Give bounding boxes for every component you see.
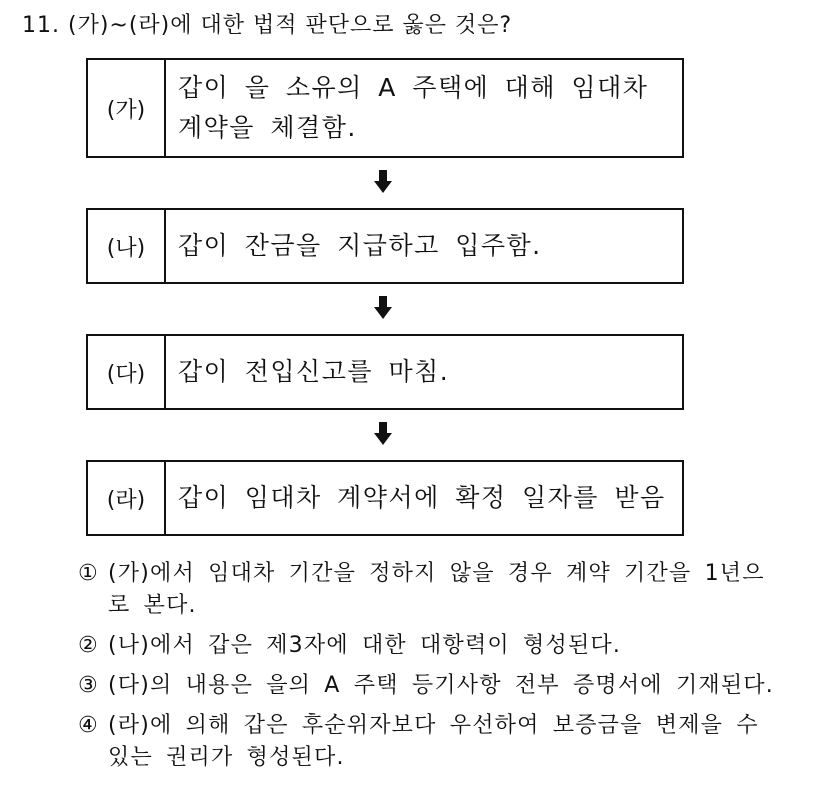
step-content: 갑이 잔금을 지급하고 입주함.	[178, 231, 542, 260]
step-box-na	[86, 208, 684, 284]
choice-3[interactable]	[78, 670, 778, 702]
down-arrow-icon	[372, 422, 394, 446]
step-content: 갑이 전입신고를 마침.	[178, 357, 450, 386]
step-box-ga	[86, 58, 684, 158]
choice-2[interactable]	[78, 630, 778, 662]
choice-number: ②	[78, 633, 99, 658]
step-label: (가)	[88, 60, 166, 156]
answer-choices	[78, 558, 778, 782]
step-content: 갑이 임대차 계약서에 확정 일자를 받음	[178, 483, 666, 512]
down-arrow-icon	[372, 170, 394, 194]
question-title: 11. (가)~(라)에 대한 법적 판단으로 옳은 것은?	[22, 13, 513, 38]
choice-number: ③	[78, 673, 99, 698]
step-box-da	[86, 334, 684, 410]
step-label: (나)	[88, 210, 166, 282]
step-label: (라)	[88, 462, 166, 534]
step-content: 갑이 을 소유의 A 주택에 대해 임대차 계약을 체결함.	[178, 73, 649, 142]
choice-number: ④	[78, 713, 99, 738]
choice-1[interactable]	[78, 558, 778, 622]
step-box-ra	[86, 460, 684, 536]
step-label: (다)	[88, 336, 166, 408]
choice-text: (가)에서 임대차 기간을 정하지 않을 경우 계약 기간을 1년으로 본다.	[108, 561, 765, 618]
choice-4[interactable]	[78, 710, 778, 774]
choice-text: (나)에서 갑은 제3자에 대한 대항력이 형성된다.	[108, 633, 622, 658]
choice-text: (라)에 의해 갑은 후순위자보다 우선하여 보증금을 변제을 수 있는 권리가 형성된다.	[108, 713, 759, 770]
choice-number: ①	[78, 561, 99, 586]
down-arrow-icon	[372, 296, 394, 320]
choice-text: (다)의 내용은 을의 A 주택 등기사항 전부 증명서에 기재된다.	[108, 673, 774, 698]
